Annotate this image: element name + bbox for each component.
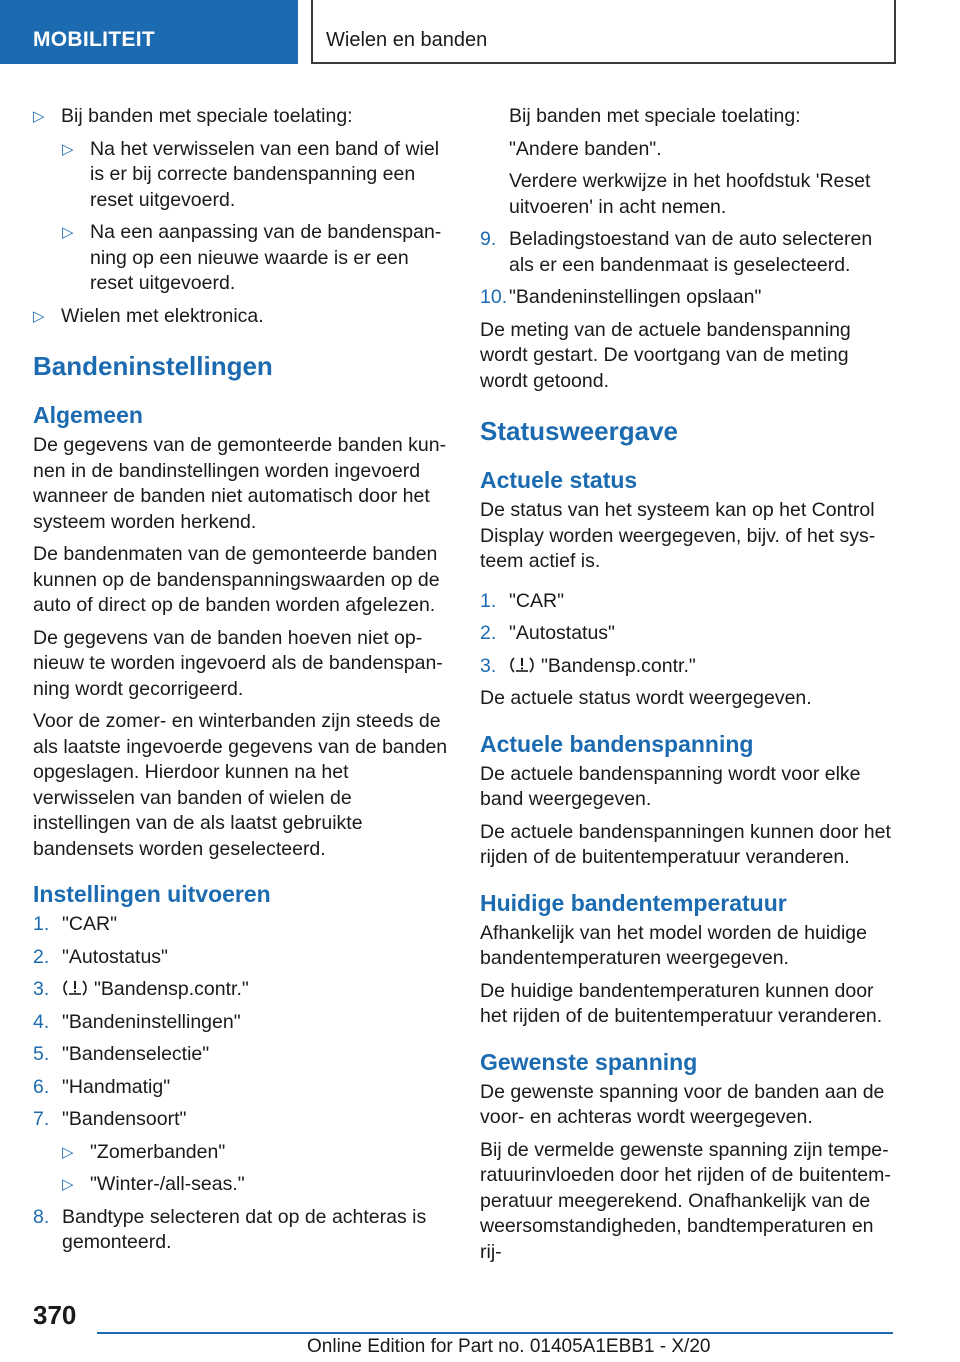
step-number: 3. xyxy=(480,654,497,677)
subsection-heading: Algemeen xyxy=(33,402,143,428)
footer-edition: Online Edition for Part no. 01405A1EBB1 - X/20 xyxy=(307,1336,711,1357)
step-number: 3. xyxy=(33,978,50,1000)
triangle-right-icon: ▷ xyxy=(62,224,74,241)
list-item xyxy=(33,1107,451,1133)
tire-pressure-warning-icon xyxy=(509,655,535,675)
step-number: 1. xyxy=(480,589,497,612)
list-item xyxy=(480,227,900,278)
bullet-text: "Zomerbanden" xyxy=(90,1140,226,1163)
list-item xyxy=(33,1075,451,1101)
page-number: 370 xyxy=(33,1300,77,1330)
list-item xyxy=(33,977,451,1003)
list-item xyxy=(33,1042,451,1068)
subsection-heading: Huidige bandentemperatuur xyxy=(480,889,787,916)
step-text: "Bandeninstellingen" xyxy=(62,1010,241,1033)
left-column xyxy=(33,104,451,1263)
step-text: "Bandensp.contr." xyxy=(94,978,249,1000)
step-text: "Bandeninstellingen opslaan" xyxy=(509,286,762,308)
bullet-text: Na het verwisselen van een band of wiel is er bij correcte bandenspanning een reset uitgevoerd. xyxy=(90,137,440,211)
right-column xyxy=(480,104,900,1272)
step-number: 6. xyxy=(33,1075,50,1098)
paragraph: De actuele status wordt weergegeven. xyxy=(480,687,812,709)
step-text: "CAR" xyxy=(62,913,118,935)
paragraph: De bandenmaten van de gemonteerde banden kunnen op de bandenspanningswaarden op de auto of direct op de banden worden afgelezen. xyxy=(33,543,440,616)
bullet-text: Wielen met elektronica. xyxy=(61,304,264,327)
step-number: 7. xyxy=(33,1108,50,1130)
subsection-heading: Actuele bandenspanning xyxy=(480,730,754,757)
step-text: Bandtype selecteren dat op de achteras is gemonteerd. xyxy=(62,1205,427,1253)
triangle-right-icon: ▷ xyxy=(62,140,74,158)
subsection-heading: Gewenste spanning xyxy=(480,1048,698,1075)
step-number: 1. xyxy=(33,913,50,935)
step-number: 8. xyxy=(33,1205,50,1228)
paragraph: Afhankelijk van het model worden de huidige bandentemperaturen weergegeven. xyxy=(480,921,868,969)
step-number: 2. xyxy=(480,622,497,644)
bullet-text: "Winter-/all-seas." xyxy=(90,1173,245,1195)
step-text: "Autostatus" xyxy=(509,622,615,644)
paragraph: Voor de zomer- en winterbanden zijn steeds de als laatste ingevoerde gegevens van de banden opgeslagen. Hierdoor kunnen na het verwisselen van banden of wielen de instellingen van de als laatst gebruikte bandensets worden geselecteerd. xyxy=(33,710,448,860)
triangle-right-icon: ▷ xyxy=(33,108,45,125)
bullet-text: Bij banden met speciale toelating: xyxy=(61,105,353,127)
paragraph: De gegevens van de gemonteerde banden kunnen in de bandinstellingen worden ingevoerd wanneer de banden niet automatisch door het systeem worden herkend. xyxy=(33,434,447,533)
paragraph: De actuele bandenspanning wordt voor elke band weergegeven. xyxy=(480,762,861,810)
paragraph: De gewenste spanning voor de banden aan de voor- en achteras wordt weergegeven. xyxy=(480,1080,885,1128)
subsection-heading: Instellingen uitvoeren xyxy=(33,881,271,907)
list-item xyxy=(33,945,451,971)
tire-pressure-warning-icon xyxy=(62,978,88,998)
step-number: 5. xyxy=(33,1043,50,1065)
subsection-heading: Actuele status xyxy=(480,467,638,493)
list-item xyxy=(480,621,900,647)
step-text: "Bandenselectie" xyxy=(62,1043,210,1065)
list-item xyxy=(480,285,900,311)
step-number: 10. xyxy=(480,286,508,308)
list-item xyxy=(33,1140,451,1166)
step-text: Beladingstoestand van de auto selecteren als er een bandenmaat is geselecteerd. xyxy=(509,228,873,276)
paragraph: Bij de vermelde gewenste spanning zijn temperatuurinvloeden door het rijden of de buitentemperatuur meegerekend. Onafhankelijk van de weersomstandigheden, bandtemperaturen en rij- xyxy=(480,1138,891,1263)
triangle-right-icon: ▷ xyxy=(62,1143,74,1161)
step-number: 4. xyxy=(33,1010,50,1033)
list-item xyxy=(33,1205,451,1256)
triangle-right-icon: ▷ xyxy=(33,307,45,325)
step-number: 2. xyxy=(33,945,50,968)
paragraph: De meting van de actuele bandenspanning wordt gestart. De voortgang van de meting wordt getoond. xyxy=(480,318,851,392)
bullet-text: Na een aanpassing van de bandenspanning op een nieuwe waarde is er een reset uitgevoerd. xyxy=(90,221,442,294)
chapter-header xyxy=(311,0,896,64)
paragraph: De huidige bandentemperaturen kunnen door het rijden of de buitentemperatuur veranderen. xyxy=(480,979,883,1027)
list-item xyxy=(33,220,451,297)
list-item xyxy=(33,137,451,214)
step-text: "CAR" xyxy=(509,589,565,612)
list-item xyxy=(33,1172,451,1198)
footer-divider xyxy=(97,1332,893,1334)
list-item xyxy=(33,1010,451,1036)
section-tab xyxy=(0,0,298,64)
list-item xyxy=(480,654,900,680)
section-heading: Bandeninstellingen xyxy=(33,351,273,381)
paragraph: "Andere banden". xyxy=(509,137,662,160)
triangle-right-icon: ▷ xyxy=(62,1176,74,1193)
paragraph: De status van het systeem kan op het Control Display worden weergegeven, bijv. of het systeem actief is. xyxy=(480,499,876,572)
step-text: "Bandensoort" xyxy=(62,1108,187,1130)
chapter-title: Wielen en banden xyxy=(326,29,488,51)
section-heading: Statusweergave xyxy=(480,416,678,446)
paragraph: De gegevens van de banden hoeven niet opnieuw te worden ingevoerd als de bandenspanning wordt gecorrigeerd. xyxy=(33,626,443,700)
list-item xyxy=(33,912,451,938)
step-text: "Bandensp.contr." xyxy=(541,654,696,677)
step-text: "Handmatig" xyxy=(62,1075,171,1098)
section-title: MOBILITEIT xyxy=(33,28,155,51)
list-item xyxy=(480,589,900,615)
paragraph: De actuele bandenspanningen kunnen door het rijden of de buitentemperatuur veranderen. xyxy=(480,820,891,868)
step-number: 9. xyxy=(480,228,497,250)
list-item xyxy=(33,104,451,130)
list-item xyxy=(33,304,451,330)
step-text: "Autostatus" xyxy=(62,945,168,968)
paragraph: Verdere werkwijze in het hoofdstuk 'Reset uitvoeren' in acht nemen. xyxy=(509,170,871,218)
paragraph: Bij banden met speciale toelating: xyxy=(509,105,801,127)
